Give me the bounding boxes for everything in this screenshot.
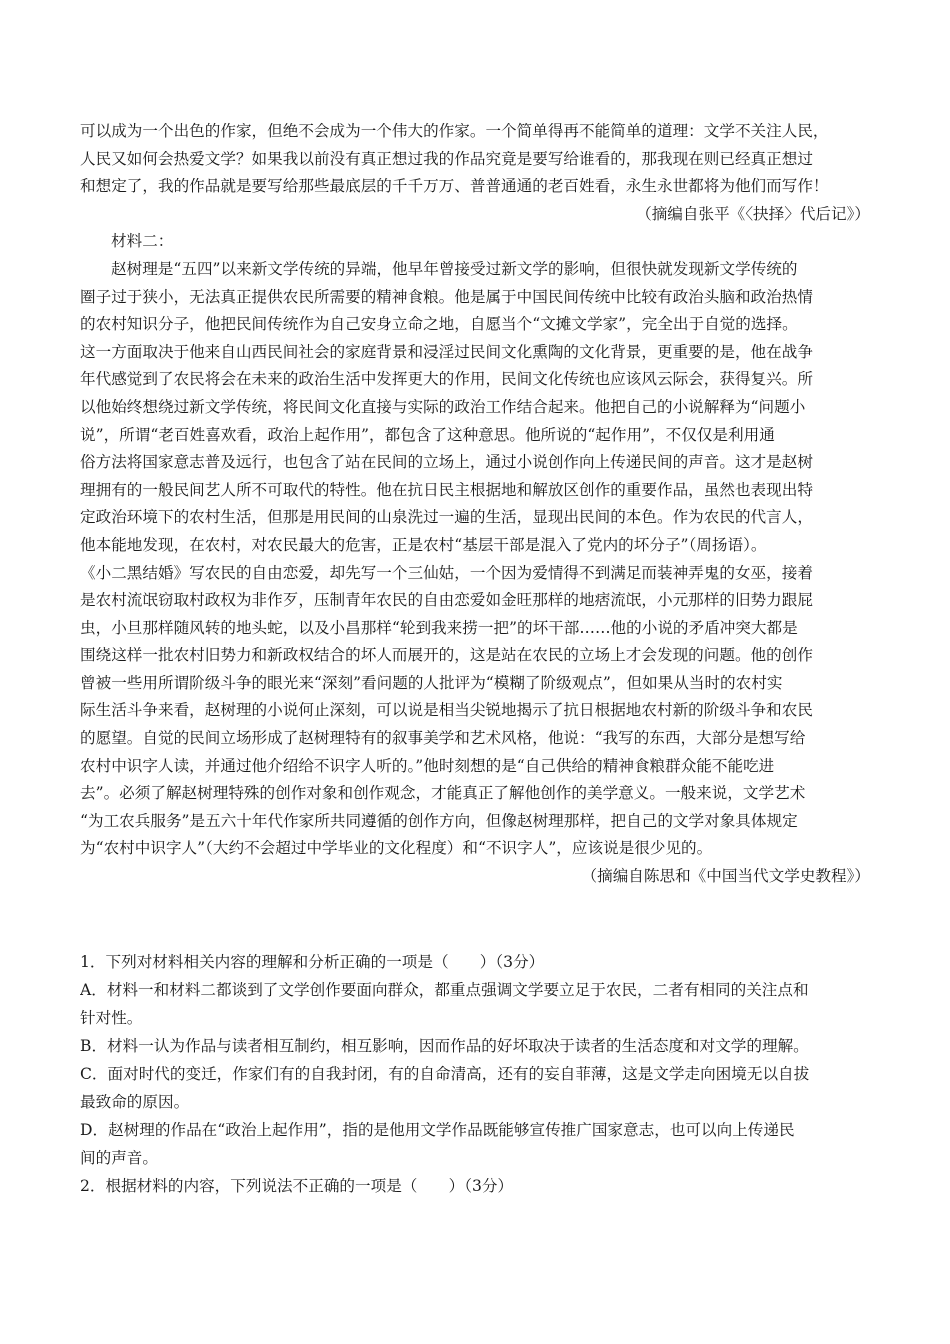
material2-source: （摘编自陈思和《中国当代文学史教程》） — [581, 867, 870, 886]
material2-line: 赵树理是“五四”以来新文学传统的异端，他早年曾接受过新文学的影响，但很快就发现新文学传统的 — [111, 259, 798, 278]
material1-line: 和想定了，我的作品就是要写给那些最底层的千千万万、普普通通的老百姓看，永生永世都将为他们而写作！ — [80, 177, 829, 196]
material2-line: 俗方法将国家意志普及远行，也包含了站在民间的立场上，通过小说创作向上传递民间的声音。这才是赵树 — [80, 453, 813, 472]
material2-line: 农村中识字人读，并通过他介绍给不识字人听的。”他时刻想的是“自己供给的精神食粮群众能不能吃进 — [80, 756, 775, 775]
material2-line: “为工农兵服务”是五六十年代作家所共同遵循的创作方向，但像赵树理那样，把自己的文学对象具体规定 — [80, 811, 798, 830]
material2-line: 圈子过于狭小，无法真正提供农民所需要的精神食粮。他是属于中国民间传统中比较有政治头脑和政治热情 — [80, 287, 813, 306]
material2-line: 定政治环境下的农村生活，但那是用民间的山泉洗过一遍的生活，显现出民间的本色。作为农民的代言人， — [80, 508, 813, 527]
material1-line: 人民又如何会热爱文学？如果我以前没有真正想过我的作品究竟是要写给谁看的，那我现在则已经真正想过 — [80, 149, 813, 168]
question-1-option-c: C．面对时代的变迁，作家们有的自我封闭，有的自命清高，还有的妄自菲薄，这是文学走向困境无以自拔 — [80, 1065, 810, 1083]
material2-line: 际生活斗争来看，赵树理的小说何止深刻，可以说是相当尖锐地揭示了抗日根据地农村新的阶级斗争和农民 — [80, 701, 813, 720]
material2-line: 的愿望。自觉的民间立场形成了赵树理特有的叙事美学和艺术风格，他说：“我写的东西，大部分是想写给 — [80, 729, 806, 748]
material2-line: 这一方面取决于他来自山西民间社会的家庭背景和浸淫过民间文化熏陶的文化背景，更重要的是，他在战争 — [80, 342, 813, 361]
question-1-option-a-cont: 针对性。 — [80, 1009, 143, 1027]
question-1-option-a: A．材料一和材料二都谈到了文学创作要面向群众，都重点强调文学要立足于农民，二者有相同的关注点和 — [80, 981, 809, 999]
question-1-option-c-cont: 最致命的原因。 — [80, 1093, 190, 1111]
material2-line: 为“农村中识字人”（大约不会超过中学毕业的文化程度）和“不识字人”，应该说是很少见的。 — [80, 839, 713, 858]
material2-line: 理拥有的一般民间艺人所不可取代的特性。他在抗日民主根据地和解放区创作的重要作品，虽然也表现出特 — [80, 480, 813, 499]
material2-line: 曾被一些用所谓阶级斗争的眼光来“深刻”看问题的人批评为“模糊了阶级观点”，但如果从当时的农村实 — [80, 673, 783, 692]
questions-section — [80, 948, 870, 1200]
question-1-option-d: D．赵树理的作品在“政治上起作用”，指的是他用文学作品既能够宣传推广国家意志，也可以向上传递民 — [80, 1121, 795, 1139]
question-1-option-b: B．材料一认为作品与读者相互制约，相互影响，因而作品的好坏取决于读者的生活态度和对文学的理解。 — [80, 1037, 809, 1055]
material2-line: 他本能地发现，在农村，对农民最大的危害，正是农村“基层干部是混入了党内的坏分子”（周扬语）。 — [80, 535, 767, 554]
material2-line: 去”。必须了解赵树理特殊的创作对象和创作观念，才能真正了解他创作的美学意义。一般来说，文学艺术 — [80, 784, 806, 803]
material2-line: 《小二黑结婚》写农民的自由恋爱，却先写一个三仙姑，一个因为爱情得不到满足而装神弄鬼的女巫，接着 — [80, 563, 813, 582]
material2-line: 虫，小旦那样随风转的地头蛇，以及小昌那样“轮到我来捞一把”的坏干部……他的小说的矛盾冲突大都是 — [80, 618, 798, 637]
material2-line: 的农村知识分子，他把民间传统作为自己安身立命之地，自愿当个“文摊文学家”，完全出于自觉的选择。 — [80, 315, 798, 334]
material2-line: 是农村流氓窃取村政权为非作歹，压制青年农民的自由恋爱如金旺那样的地痞流氓，小元那样的旧势力跟屁 — [80, 591, 813, 610]
question-1-stem: 1．下列对材料相关内容的理解和分析正确的一项是（ ）（3分） — [80, 953, 545, 971]
material2-line: 围绕这样一批农村旧势力和新政权结合的坏人而展开的，这是站在农民的立场上才会发现的问题。他的创作 — [80, 646, 813, 665]
material2-line: 以他始终想绕过新文学传统，将民间文化直接与实际的政治工作结合起来。他把自己的小说解释为“问题小 — [80, 397, 806, 416]
material2-line: 说”，所谓“老百姓喜欢看，政治上起作用”，都包含了这种意思。他所说的“起作用”，不仅仅是利用通 — [80, 425, 775, 444]
material2-line: 年代感觉到了农民将会在未来的政治生活中发挥更大的作用，民间文化传统也应该风云际会，获得复兴。所 — [80, 370, 813, 389]
question-1-option-d-cont: 间的声音。 — [80, 1149, 158, 1167]
question-2-stem: 2．根据材料的内容，下列说法不正确的一项是（ ）（3分） — [80, 1177, 514, 1195]
material1-source: （摘编自张平《〈抉择〉代后记》） — [636, 204, 870, 223]
material2-heading: 材料二： — [111, 232, 174, 251]
reading-passage — [80, 118, 870, 891]
material1-line: 可以成为一个出色的作家，但绝不会成为一个伟大的作家。一个简单得再不能简单的道理：文学不关注人民， — [80, 122, 829, 140]
